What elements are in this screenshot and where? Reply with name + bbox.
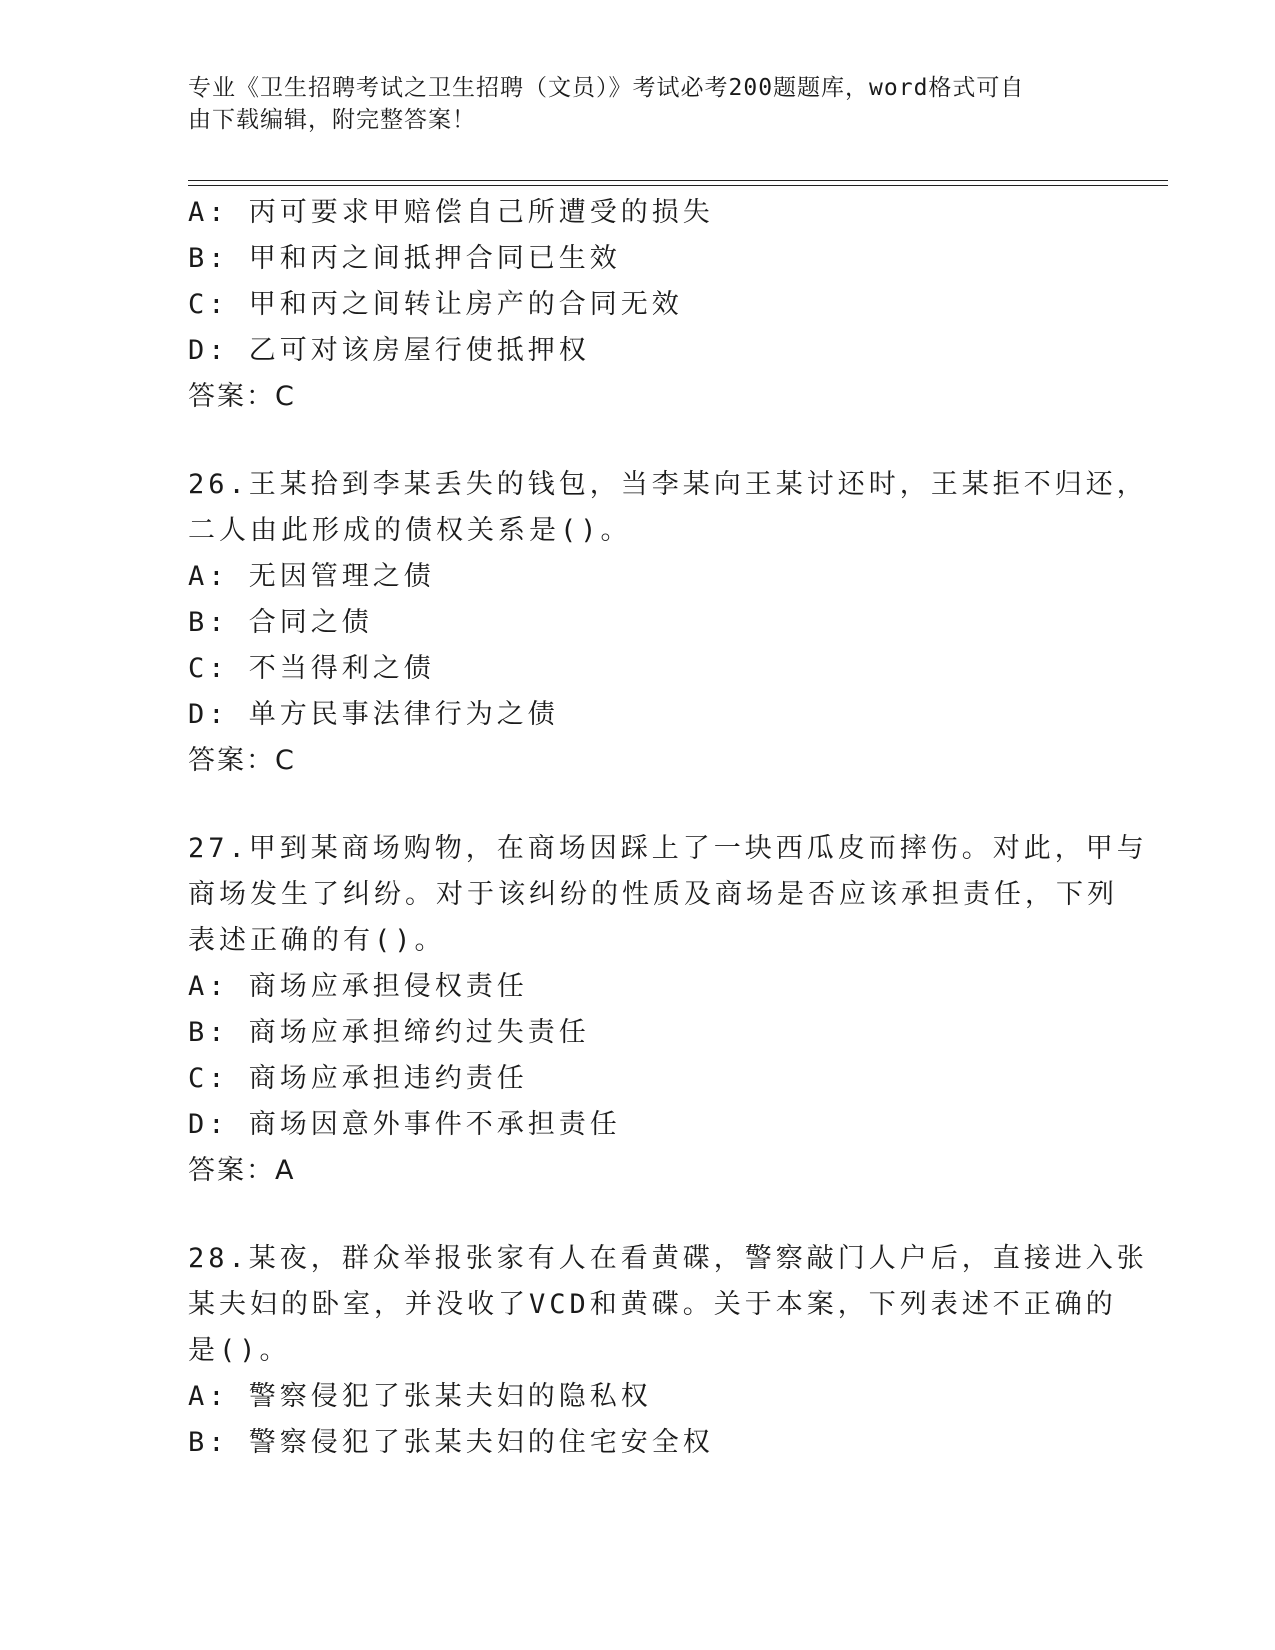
answer-label: 答案：C (188, 381, 296, 412)
option-d: D: 单方民事法律行为之债 (188, 699, 559, 730)
spacer (188, 1194, 1108, 1236)
question-stem-line: 26.王某拾到李某丢失的钱包，当李某向王某讨还时，王某拒不归还， (188, 469, 1148, 500)
question-26 (188, 462, 1148, 784)
option-a: A: 商场应承担侵权责任 (188, 971, 528, 1002)
question-stem-line: 商场发生了纠纷。对于该纠纷的性质及商场是否应该承担责任，下列 (188, 879, 1118, 910)
header-line-1: 专业《卫生招聘考试之卫生招聘（文员）》考试必考200题题库，word格式可自 (188, 75, 1025, 101)
option-b: B: 合同之债 (188, 607, 373, 638)
question-stem-line: 表述正确的有()。 (188, 925, 446, 956)
question-stem-line: 二人由此形成的债权关系是()。 (188, 515, 632, 546)
question-27 (188, 826, 1148, 1194)
option-b: B: 警察侵犯了张某夫妇的住宅安全权 (188, 1427, 714, 1458)
question-stem-line: 是()。 (188, 1335, 291, 1366)
option-b: B: 商场应承担缔约过失责任 (188, 1017, 590, 1048)
question-stem-line: 某夫妇的卧室，并没收了VCD和黄碟。关于本案，下列表述不正确的 (188, 1289, 1117, 1320)
header-line-2: 由下载编辑，附完整答案！ (188, 107, 476, 133)
header-divider-bottom (188, 185, 1168, 186)
option-b: B: 甲和丙之间抵押合同已生效 (188, 243, 621, 274)
option-c: C: 不当得利之债 (188, 653, 435, 684)
option-a: A: 无因管理之债 (188, 561, 435, 592)
spacer (188, 420, 1108, 462)
option-d: D: 商场因意外事件不承担责任 (188, 1109, 621, 1140)
question-28 (188, 1236, 1148, 1466)
document-body (188, 190, 1148, 1466)
spacer (188, 784, 1108, 826)
header-divider-top (188, 180, 1168, 181)
question-stem-line: 27.甲到某商场购物，在商场因踩上了一块西瓜皮而摔伤。对此，甲与 (188, 833, 1148, 864)
answer-label: 答案：C (188, 745, 296, 776)
document-header (188, 72, 1088, 136)
option-a: A: 丙可要求甲赔偿自己所遭受的损失 (188, 197, 714, 228)
option-c: C: 甲和丙之间转让房产的合同无效 (188, 289, 683, 320)
option-c: C: 商场应承担违约责任 (188, 1063, 528, 1094)
option-a: A: 警察侵犯了张某夫妇的隐私权 (188, 1381, 652, 1412)
question-25 (188, 190, 1108, 420)
option-d: D: 乙可对该房屋行使抵押权 (188, 335, 590, 366)
answer-label: 答案：A (188, 1155, 296, 1186)
question-stem-line: 28.某夜，群众举报张家有人在看黄碟，警察敲门人户后，直接进入张 (188, 1243, 1148, 1274)
